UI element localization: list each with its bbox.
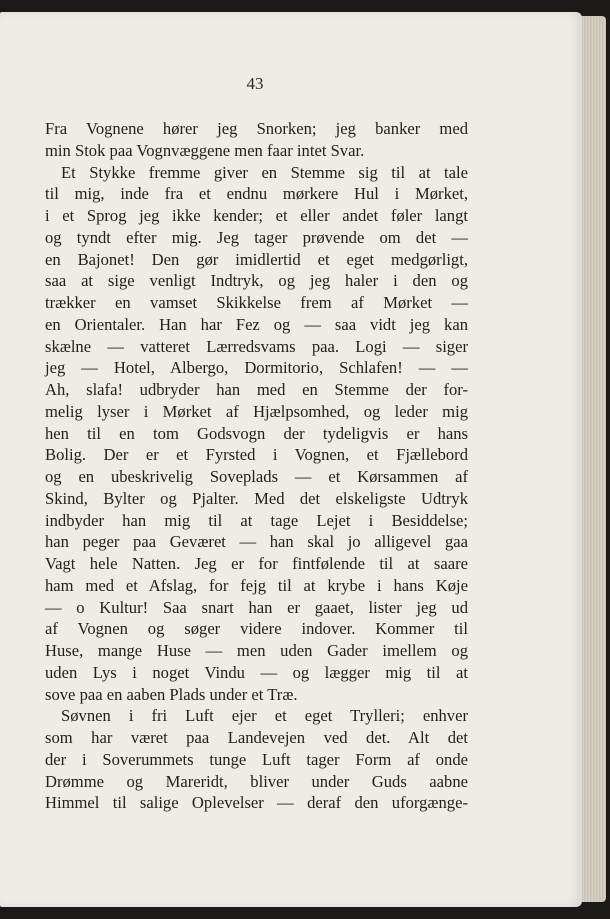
text-line: Skind, Bylter og Pjalter. Med det elskeligste Udtryk (45, 488, 468, 508)
page-edge-stack (578, 16, 606, 902)
text-line: i et Sprog jeg ikke kender; et eller andet føler langt (45, 206, 468, 225)
text-line: af Vognen og søger videre indover. Kommer til (45, 619, 468, 639)
book-page (0, 12, 582, 907)
text-line: en Bajonet! Den gør imidlertid et eget medgørligt, (45, 249, 468, 269)
text-line: som har været paa Landevejen ved det. Alt det (45, 728, 468, 747)
text-line: jeg — Hotel, Albergo, Dormitorio, Schlafen! — — (45, 358, 468, 378)
text-line: min Stok paa Vognvæggene men faar intet Svar. (45, 140, 365, 160)
text-line: sove paa en aaben Plads under et Træ. (45, 684, 298, 704)
text-line: Huse, mange Huse — men uden Gader imellem og (45, 641, 468, 660)
text-line: saa at sige venligt Indtryk, og jeg haler i den og (45, 271, 468, 291)
text-line: Søvnen i fri Luft ejer et eget Trylleri; enhver (61, 706, 468, 726)
text-line: og en ubeskrivelig Soveplads — et Kørsammen af (45, 467, 468, 486)
body-text (45, 118, 468, 814)
text-line: hen til en tom Godsvogn der tydeligvis er hans (45, 423, 468, 443)
text-line: melig lyser i Mørket af Hjælpsomhed, og leder mig (45, 401, 468, 421)
page-number: 43 (246, 74, 264, 93)
text-line: Bolig. Der er et Fyrsted i Vognen, et Fjællebord (45, 445, 468, 465)
text-line: — o Kultur! Saa snart han er gaaet, lister jeg ud (45, 597, 468, 617)
text-line: skælne — vatteret Lærredsvams paa. Logi — siger (45, 336, 468, 356)
text-line: til mig, inde fra et endnu mørkere Hul i Mørket, (45, 184, 468, 204)
text-line: Fra Vognene hører jeg Snorken; jeg banker med (45, 119, 468, 138)
text-line: uden Lys i noget Vindu — og lægger mig til at (45, 662, 468, 682)
text-line: Vagt hele Natten. Jeg er for fintfølende til at saare (45, 554, 468, 573)
text-line: Drømme og Mareridt, bliver under Guds aabne (45, 771, 468, 791)
text-line: ham med et Afslag, for fejg til at krybe i hans Køje (45, 575, 468, 595)
text-line: indbyder han mig til at tage Lejet i Besiddelse; (45, 510, 468, 530)
text-line: han peger paa Geværet — han skal jo alligevel gaa (45, 532, 468, 552)
text-line: en Orientaler. Han har Fez og — saa vidt jeg kan (45, 314, 468, 334)
text-line: trækker en vamset Skikkelse frem af Mørket — (45, 293, 468, 312)
text-line: Et Stykke fremme giver en Stemme sig til at tale (61, 162, 468, 182)
text-line: Himmel til salige Oplevelser — deraf den uforgænge- (45, 793, 468, 813)
text-line: og tyndt efter mig. Jeg tager prøvende om det — (45, 227, 468, 247)
text-line: der i Soverummets tunge Luft tager Form af onde (45, 749, 468, 769)
text-line: Ah, slafa! udbryder han med en Stemme der for- (45, 380, 468, 399)
